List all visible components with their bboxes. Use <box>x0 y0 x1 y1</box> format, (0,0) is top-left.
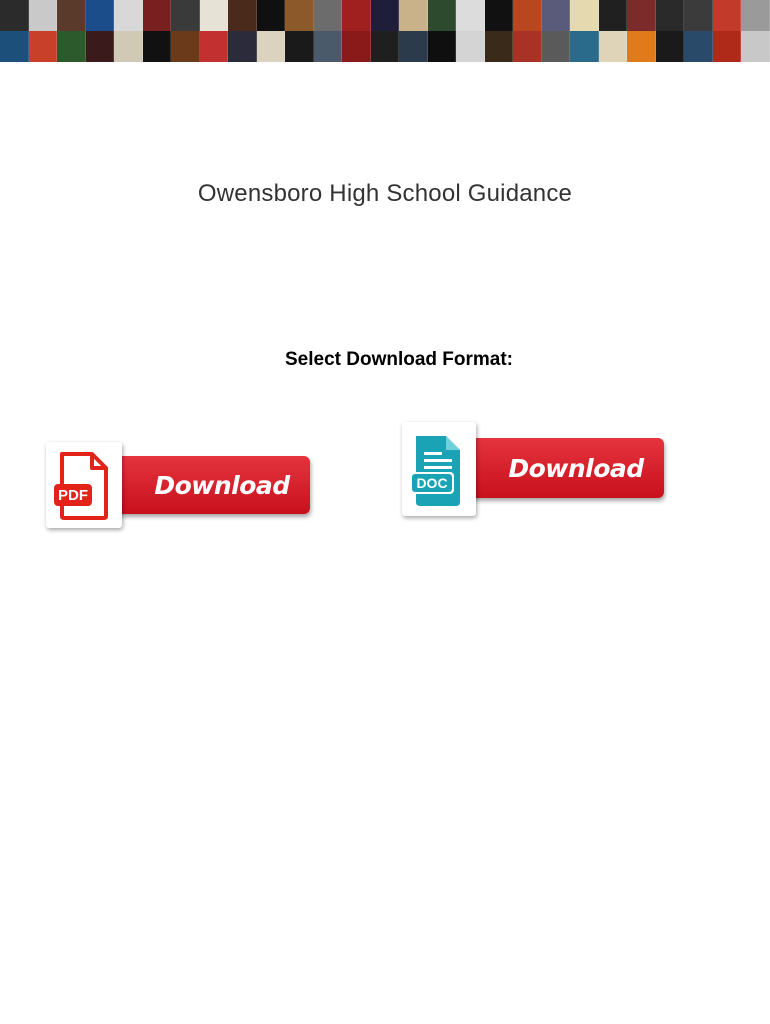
banner-tile <box>741 0 770 31</box>
banner-tile <box>114 0 143 31</box>
banner-tile <box>314 31 343 62</box>
banner-tile <box>599 0 628 31</box>
banner-tile <box>228 0 257 31</box>
banner-row-bottom <box>0 31 770 62</box>
banner-tile <box>57 0 86 31</box>
banner-tile <box>0 0 29 31</box>
banner-tile <box>513 31 542 62</box>
banner-tile <box>371 31 400 62</box>
banner-tile <box>428 0 457 31</box>
banner-tile <box>656 31 685 62</box>
banner-tile <box>171 31 200 62</box>
banner-tile <box>542 0 571 31</box>
pdf-download-label: Download <box>154 470 290 500</box>
download-doc-button[interactable] <box>400 420 666 520</box>
banner-tile <box>0 31 29 62</box>
banner-tile <box>399 0 428 31</box>
banner-tile <box>342 31 371 62</box>
banner-tile <box>200 0 229 31</box>
banner-tile <box>143 31 172 62</box>
banner-tile <box>684 31 713 62</box>
banner-tile <box>228 31 257 62</box>
banner-tile <box>371 0 400 31</box>
doc-file-icon <box>402 422 476 516</box>
banner-tile <box>257 0 286 31</box>
pdf-file-type-label: PDF <box>58 487 88 504</box>
pdf-download-bar[interactable] <box>112 456 310 514</box>
banner-tile <box>86 31 115 62</box>
banner-tile <box>485 0 514 31</box>
banner-tile <box>713 0 742 31</box>
banner-tile <box>257 31 286 62</box>
banner-tile <box>86 0 115 31</box>
download-format-prompt: Select Download Format: <box>284 349 514 370</box>
banner-tile <box>399 31 428 62</box>
banner-tile <box>456 31 485 62</box>
banner-tile <box>485 31 514 62</box>
page-title: Owensboro High School Guidance <box>197 180 573 207</box>
banner-tile <box>29 0 58 31</box>
banner-tile <box>513 0 542 31</box>
banner-tile <box>456 0 485 31</box>
doc-download-label: Download <box>508 453 644 483</box>
header-banner <box>0 0 770 62</box>
doc-file-type-label: DOC <box>416 475 448 491</box>
banner-tile <box>285 0 314 31</box>
banner-tile <box>627 0 656 31</box>
banner-tile <box>570 0 599 31</box>
doc-download-bar[interactable] <box>466 438 664 498</box>
pdf-file-icon <box>46 442 122 528</box>
banner-tile <box>57 31 86 62</box>
download-pdf-button[interactable] <box>46 440 312 532</box>
banner-tile <box>428 31 457 62</box>
banner-tile <box>741 31 770 62</box>
banner-tile <box>114 31 143 62</box>
banner-tile <box>342 0 371 31</box>
banner-tile <box>29 31 58 62</box>
banner-tile <box>285 31 314 62</box>
banner-tile <box>171 0 200 31</box>
banner-tile <box>314 0 343 31</box>
banner-tile <box>542 31 571 62</box>
banner-tile <box>570 31 599 62</box>
banner-tile <box>684 0 713 31</box>
banner-tile <box>200 31 229 62</box>
banner-tile <box>656 0 685 31</box>
banner-tile <box>713 31 742 62</box>
banner-row-top <box>0 0 770 31</box>
banner-tile <box>599 31 628 62</box>
banner-tile <box>143 0 172 31</box>
banner-tile <box>627 31 656 62</box>
